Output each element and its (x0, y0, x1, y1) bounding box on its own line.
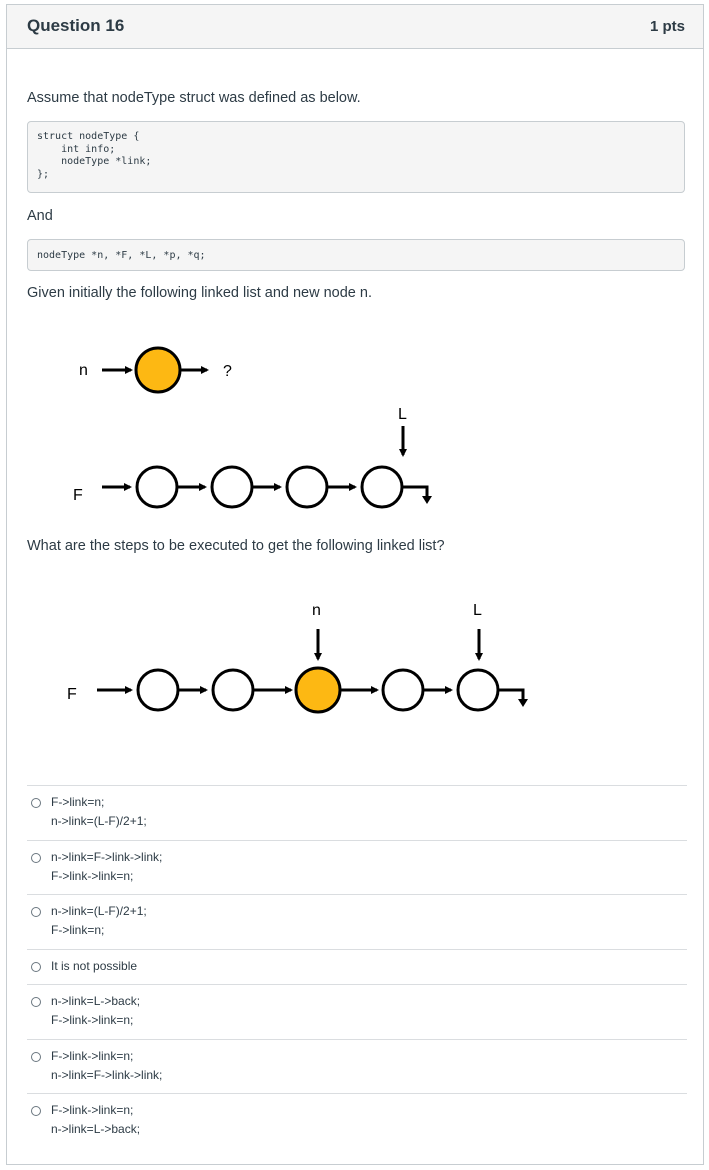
answer-line-2: F->link->link=n; (51, 869, 134, 883)
unknown-link-label: ? (223, 363, 232, 380)
list2-node-1 (138, 670, 178, 710)
answer-option[interactable] (27, 894, 687, 949)
answer-option[interactable] (27, 984, 687, 1039)
list-node-1 (137, 467, 177, 507)
answer-line-2: n->link=L->back; (51, 1122, 141, 1136)
answer-line-1: F->link->link=n; (51, 1103, 134, 1117)
initial-list-diagram (7, 330, 703, 520)
answer-list (27, 785, 687, 1148)
given-text: Given initially the following linked list and new node n. (27, 285, 372, 301)
list2-node-4 (383, 670, 423, 710)
answer-line-1: n->link=L->back; (51, 994, 141, 1008)
answer-option[interactable] (27, 1039, 687, 1093)
radio-button[interactable] (31, 1106, 41, 1116)
and-text: And (27, 208, 53, 224)
list-node-4 (362, 467, 402, 507)
inserted-node-label: n (312, 602, 321, 619)
radio-button[interactable] (31, 962, 41, 972)
radio-button[interactable] (31, 907, 41, 917)
list2-node-5 (458, 670, 498, 710)
list-node-3 (287, 467, 327, 507)
radio-button[interactable] (31, 853, 41, 863)
question-card (6, 4, 704, 1165)
radio-button[interactable] (31, 997, 41, 1007)
declaration-code-block: nodeType *n, *F, *L, *p, *q; (27, 239, 685, 271)
radio-button[interactable] (31, 1052, 41, 1062)
intro-text: Assume that nodeType struct was defined as below. (27, 90, 361, 106)
answer-option[interactable] (27, 785, 687, 840)
list-node-2 (212, 467, 252, 507)
list2-node-2 (213, 670, 253, 710)
struct-code-block: struct nodeType { int info; nodeType *link; }; (27, 121, 685, 193)
question-title: Question 16 (27, 16, 125, 35)
answer-option[interactable] (27, 840, 687, 894)
radio-button[interactable] (31, 798, 41, 808)
answer-line-1: n->link=F->link->link; (51, 850, 163, 864)
head-label: F (73, 487, 83, 504)
target-list-diagram (7, 595, 703, 725)
question-points: 1 pts (649, 18, 685, 35)
answer-line-1: n->link=(L-F)/2+1; (51, 904, 147, 918)
answer-line-2: n->link=(L-F)/2+1; (51, 814, 147, 828)
answer-line-2: F->link=n; (51, 923, 105, 937)
tail-label: L (398, 406, 407, 423)
answer-option[interactable] (27, 1093, 687, 1148)
new-node-label: n (79, 362, 88, 379)
tail-label-2: L (473, 602, 482, 619)
null-arrowhead (422, 496, 432, 504)
head-label-2: F (67, 686, 77, 703)
question-header (7, 5, 703, 49)
answer-line-1: It is not possible (51, 959, 138, 973)
new-node-circle (136, 348, 180, 392)
answer-line-1: F->link->link=n; (51, 1049, 134, 1063)
answer-line-2: n->link=F->link->link; (51, 1068, 163, 1082)
answer-line-1: F->link=n; (51, 795, 105, 809)
list2-inserted-node (296, 668, 340, 712)
answer-line-2: F->link->link=n; (51, 1013, 134, 1027)
question-text: What are the steps to be executed to get the following linked list? (27, 538, 445, 554)
answer-option[interactable] (27, 949, 687, 984)
list2-null-arrowhead (518, 699, 528, 707)
